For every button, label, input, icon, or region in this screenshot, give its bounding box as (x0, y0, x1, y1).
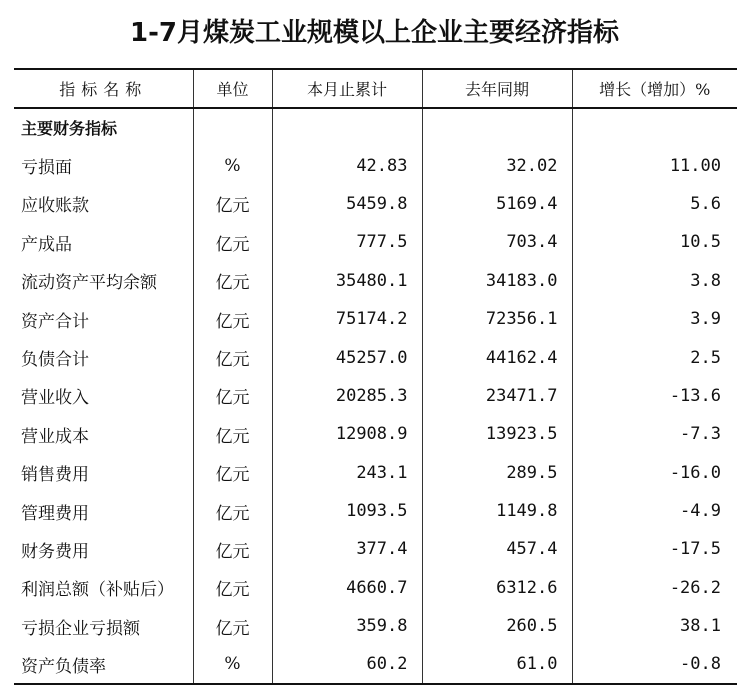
current-value-cell: 42.83 (272, 146, 422, 184)
table-row (14, 185, 737, 223)
section-row (14, 108, 737, 146)
indicator-table (14, 68, 737, 685)
last-year-value-cell: 61.0 (422, 645, 572, 683)
last-year-value-cell: 13923.5 (422, 415, 572, 453)
indicator-name-cell: 销售费用 (21, 465, 89, 486)
last-year-value-cell: 32.02 (422, 146, 572, 184)
indicator-name-cell: 利润总额（补贴后） (21, 580, 174, 601)
unit-cell: % (193, 645, 272, 683)
table-row (14, 454, 737, 492)
current-value-cell: 243.1 (272, 454, 422, 492)
table-row (14, 530, 737, 568)
current-value-cell: 1093.5 (272, 492, 422, 530)
table-row (14, 569, 737, 607)
growth-value-cell: 11.00 (572, 146, 737, 184)
last-year-value-cell: 34183.0 (422, 262, 572, 300)
table-row (14, 300, 737, 338)
indicator-name-cell: 产成品 (21, 234, 72, 255)
growth-value-cell: 10.5 (572, 223, 737, 261)
growth-value-cell: -13.6 (572, 377, 737, 415)
unit-cell: 亿元 (193, 223, 272, 261)
last-year-value-cell: 72356.1 (422, 300, 572, 338)
unit-cell: 亿元 (193, 492, 272, 530)
indicator-name-cell: 营业成本 (21, 426, 89, 447)
current-value-cell: 20285.3 (272, 377, 422, 415)
current-value-cell: 12908.9 (272, 415, 422, 453)
current-value-cell: 777.5 (272, 223, 422, 261)
table-row (14, 262, 737, 300)
current-value-cell: 377.4 (272, 530, 422, 568)
last-year-value-cell: 289.5 (422, 454, 572, 492)
unit-cell: 亿元 (193, 377, 272, 415)
unit-cell: % (193, 146, 272, 184)
indicator-name-cell: 管理费用 (21, 503, 89, 524)
current-value-cell: 35480.1 (272, 262, 422, 300)
current-value-cell: 4660.7 (272, 569, 422, 607)
current-value-cell: 359.8 (272, 607, 422, 645)
growth-value-cell: -17.5 (572, 530, 737, 568)
indicator-name-cell: 财务费用 (21, 541, 89, 562)
indicator-name-cell: 营业收入 (21, 388, 89, 409)
growth-value-cell: -0.8 (572, 645, 737, 683)
last-year-value-cell: 6312.6 (422, 569, 572, 607)
table-row (14, 645, 737, 683)
unit-cell: 亿元 (193, 185, 272, 223)
unit-cell: 亿元 (193, 338, 272, 376)
current-value-cell: 75174.2 (272, 300, 422, 338)
table-row (14, 146, 737, 184)
last-year-value-cell: 5169.4 (422, 185, 572, 223)
last-year-value-cell: 23471.7 (422, 377, 572, 415)
last-year-value-cell: 703.4 (422, 223, 572, 261)
growth-value-cell: 2.5 (572, 338, 737, 376)
last-year-value-cell: 44162.4 (422, 338, 572, 376)
growth-value-cell: 5.6 (572, 185, 737, 223)
header-row (14, 69, 737, 108)
unit-cell: 亿元 (193, 454, 272, 492)
indicator-name-cell: 流动资产平均余额 (21, 273, 157, 294)
section-label: 主要财务指标 (21, 119, 118, 139)
table-row (14, 415, 737, 453)
last-year-value-cell: 1149.8 (422, 492, 572, 530)
growth-value-cell: -16.0 (572, 454, 737, 492)
growth-value-cell: 38.1 (572, 607, 737, 645)
growth-value-cell: -7.3 (572, 415, 737, 453)
unit-cell: 亿元 (193, 607, 272, 645)
indicator-name-cell: 亏损企业亏损额 (21, 618, 140, 639)
header-current: 本月止累计 (272, 69, 422, 108)
current-value-cell: 45257.0 (272, 338, 422, 376)
header-last-year: 去年同期 (422, 69, 572, 108)
table-row (14, 492, 737, 530)
indicator-name-cell: 亏损面 (21, 158, 72, 179)
table-row (14, 377, 737, 415)
header-unit: 单位 (193, 69, 272, 108)
indicator-name-cell: 资产合计 (21, 311, 89, 332)
growth-value-cell: 3.8 (572, 262, 737, 300)
indicator-name-cell: 应收账款 (21, 196, 89, 217)
header-growth: 增长（增加）% (572, 69, 737, 108)
unit-cell: 亿元 (193, 300, 272, 338)
indicator-name-cell: 负债合计 (21, 350, 89, 371)
table-row (14, 338, 737, 376)
indicator-name-cell: 资产负债率 (14, 645, 193, 683)
current-value-cell: 60.2 (272, 645, 422, 683)
unit-cell: 亿元 (193, 569, 272, 607)
table-row (14, 223, 737, 261)
page-title: 1-7月煤炭工业规模以上企业主要经济指标 (130, 18, 619, 48)
last-year-value-cell: 457.4 (422, 530, 572, 568)
current-value-cell: 5459.8 (272, 185, 422, 223)
table-row (14, 607, 737, 645)
growth-value-cell: 3.9 (572, 300, 737, 338)
last-year-value-cell: 260.5 (422, 607, 572, 645)
header-indicator-name: 指标名称 (14, 69, 193, 108)
unit-cell: 亿元 (193, 262, 272, 300)
growth-value-cell: -26.2 (572, 569, 737, 607)
unit-cell: 亿元 (193, 415, 272, 453)
growth-value-cell: -4.9 (572, 492, 737, 530)
unit-cell: 亿元 (193, 530, 272, 568)
